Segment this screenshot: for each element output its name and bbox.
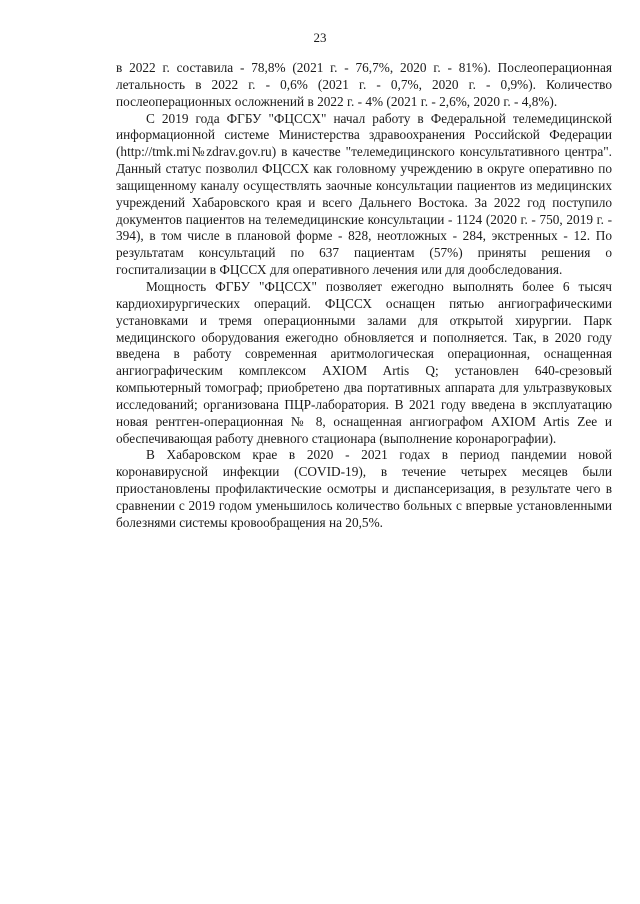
page-number: 23 [313,30,327,45]
paragraph-surgery-outcomes: в 2022 г. составила - 78,8% (2021 г. - 76,7%, 2020 г. - 81%). Послеоперационная летальность в 2022 г. - 0,6% (2021 г. - 0,7%, 2020 г. - 0,9%). Количество послеоперационных осложнений в 2022 г. - 4% (2021 г. - 2,6%, 2020 г. - 4,8%). [116,60,612,109]
paragraph-capacity-equipment: Мощность ФГБУ "ФЦССХ" позволяет ежегодно выполнять более 6 тысяч кардиохирургических операций. ФЦССХ оснащен пятью ангиографическими установками и тремя операционными залами для открытой хирургии. Парк медицинского оборудования ежегодно обновляется и пополняется. Так, в 2020 году введена в работу современная аритмологическая операционная, оснащенная ангиографическим комплексом AXIOM Artis Q; установлен 640-срезовый компьютерный томограф; приобретено два портативных аппарата для ультразвуковых исследований; организована ПЦР-лаборатория. В 2021 году введена в эксплуатацию новая рентген-операционная № 8, оснащенная ангиографом AXIOM Artis Zee и обеспечивающая работу дневного стационара (выполнение коронарографии). [116,278,612,446]
paragraph-covid-impact: В Хабаровском крае в 2020 - 2021 годах в период пандемии новой коронавирусной инфекции (COVID-19), в течение четырех месяцев были приостановлены профилактические осмотры и диспансеризация, в результате чего в сравнении с 2019 годом уменьшилось количество больных с впервые установленными болезнями системы кровообращения на 20,5%. [116,447,612,530]
document-body [116,60,612,532]
paragraph-telemedicine: С 2019 года ФГБУ "ФЦССХ" начал работу в Федеральной телемедицинской информационной системе Министерства здравоохранения Российской Федерации (http://tmk.mi№zdrav.gov.ru) в качестве "телемедицинского консультативного центра". Данный статус позволил ФЦССХ как головному учреждению в округе оперативно по защищенному каналу осуществлять заочные консультации пациентов из медицинских учреждений Хабаровского края и всего Дальнего Востока. За 2022 год поступило документов пациентов на телемедицинские консультации - 1124 (2020 г. - 750, 2019 г. - 394), в том числе в плановой форме - 828, неотложных - 284, экстренных - 12. По результатам консультаций по 637 пациентам (57%) приняты решения о госпитализации в ФЦССХ для оперативного лечения или для дообследования. [116,110,612,278]
